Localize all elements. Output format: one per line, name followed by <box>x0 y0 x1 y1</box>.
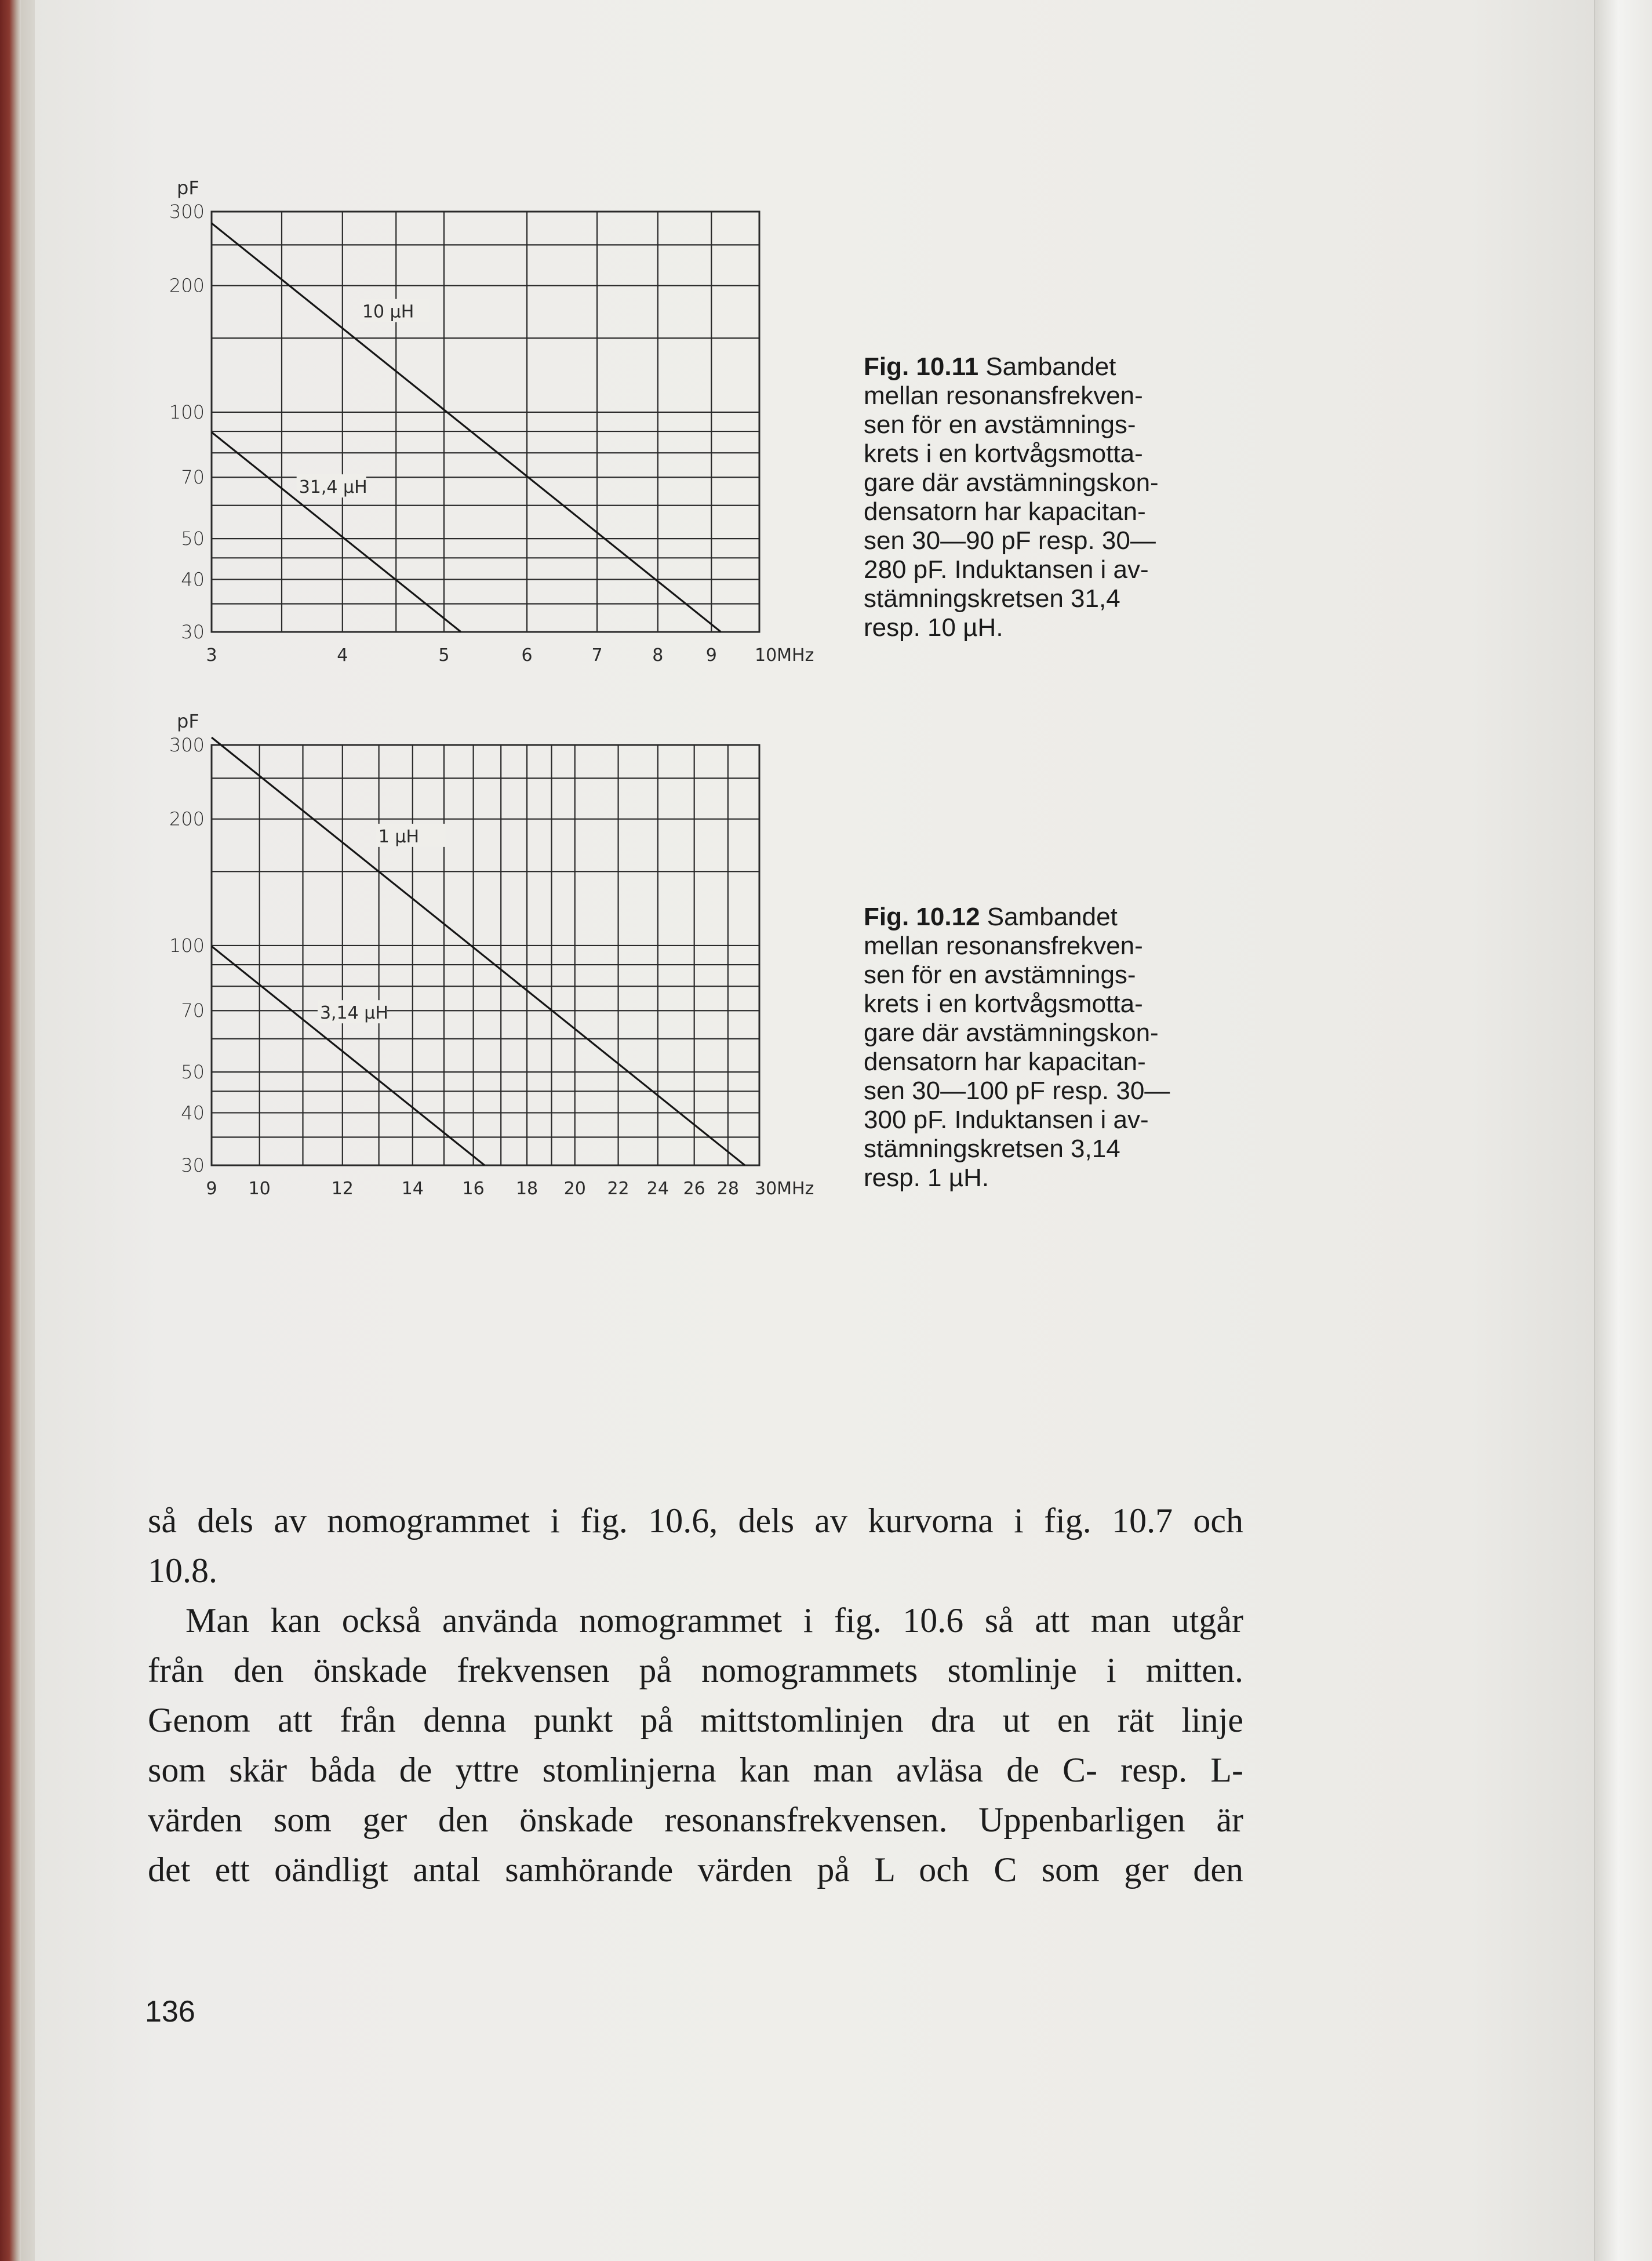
caption-line: sen för en avstämnings- <box>864 410 1136 439</box>
y-tick-label: 70 <box>181 999 205 1022</box>
figure-10-12-chart <box>157 707 829 1212</box>
x-tick-label: 3 <box>206 645 217 666</box>
y-tick-label: 50 <box>181 1061 205 1084</box>
caption-line: stämningskretsen 3,14 <box>864 1135 1120 1163</box>
caption-line: sen 30—100 pF resp. 30— <box>864 1077 1170 1105</box>
series-label: 3,14 µH <box>319 1003 388 1024</box>
y-tick-label: 50 <box>181 528 205 550</box>
x-tick-label: 22 <box>607 1179 629 1199</box>
body-line: från den önskade frekvensen på nomogrammets stomlinje i mitten. <box>148 1651 1243 1689</box>
series-line <box>212 223 721 632</box>
plot-frame <box>212 212 759 632</box>
y-tick-label: 200 <box>169 274 205 297</box>
y-tick-label: 40 <box>181 568 205 591</box>
series-line <box>212 432 461 632</box>
caption-line: krets i en kortvågsmotta- <box>864 439 1143 468</box>
figure-10-11-svg <box>157 174 829 678</box>
caption-line: gare där avstämningskon- <box>864 1019 1159 1047</box>
x-tick-label: 9 <box>206 1179 217 1199</box>
figure-10-12-svg <box>157 707 829 1212</box>
x-tick-label: 30MHz <box>755 1179 814 1199</box>
series-label: 31,4 µH <box>299 477 367 498</box>
caption-line: densatorn har kapacitan- <box>864 1048 1146 1076</box>
caption-label: Fig. 10.12 <box>864 903 980 931</box>
x-tick-label: 18 <box>515 1179 538 1199</box>
body-line: så dels av nomogrammet i fig. 10.6, dels av kurvorna i fig. 10.7 och <box>148 1502 1243 1540</box>
page-edge <box>1594 0 1652 2261</box>
y-axis-label: pF <box>177 710 199 732</box>
caption-line: gare där avstämningskon- <box>864 468 1159 497</box>
figure-10-12-caption <box>864 903 1269 1193</box>
y-tick-label: 70 <box>181 466 205 489</box>
x-tick-label: 5 <box>438 645 450 666</box>
x-tick-label: 28 <box>716 1179 739 1199</box>
caption-line: 300 pF. Induktansen i av- <box>864 1106 1149 1134</box>
caption-line: Sambandet <box>980 903 1118 931</box>
y-tick-label: 100 <box>169 934 205 957</box>
x-tick-label: 14 <box>401 1179 424 1199</box>
y-tick-label: 300 <box>169 201 205 223</box>
x-tick-label: 10 <box>248 1179 271 1199</box>
body-line: värden som ger den önskade resonansfrekvensen. Uppenbarligen är <box>148 1801 1243 1839</box>
x-tick-label: 24 <box>646 1179 669 1199</box>
x-tick-label: 7 <box>591 645 603 666</box>
y-tick-label: 40 <box>181 1102 205 1124</box>
body-line: det ett oändligt antal samhörande värden på L och C som ger den <box>148 1851 1243 1889</box>
body-line: 10.8. <box>148 1551 217 1590</box>
x-tick-label: 4 <box>337 645 348 666</box>
caption-line: sen för en avstämnings- <box>864 961 1136 989</box>
x-tick-label: 20 <box>563 1179 586 1199</box>
book-binding <box>0 0 21 2261</box>
x-tick-label: 6 <box>521 645 533 666</box>
figure-10-11-chart <box>157 174 829 678</box>
x-tick-label: 8 <box>652 645 664 666</box>
y-tick-label: 100 <box>169 401 205 423</box>
caption-line: Sambandet <box>978 352 1116 381</box>
y-tick-label: 200 <box>169 808 205 830</box>
series-label: 1 µH <box>378 826 420 847</box>
figure-10-11-caption <box>864 352 1269 642</box>
caption-line: sen 30—90 pF resp. 30— <box>864 526 1156 555</box>
caption-line: mellan resonansfrekven- <box>864 932 1143 960</box>
x-tick-label: 12 <box>331 1179 354 1199</box>
x-tick-label: 9 <box>705 645 717 666</box>
caption-line: krets i en kortvågsmotta- <box>864 990 1143 1018</box>
series-label: 10 µH <box>362 301 414 322</box>
caption-line: 280 pF. Induktansen i av- <box>864 555 1149 584</box>
x-tick-label: 10MHz <box>755 645 814 666</box>
body-line: Genom att från denna punkt på mittstomlinjen dra ut en rät linje <box>148 1701 1243 1739</box>
x-tick-label: 16 <box>462 1179 485 1199</box>
body-line: som skär båda de yttre stomlinjerna kan man avläsa de C- resp. L- <box>148 1751 1243 1789</box>
plot-frame <box>212 745 759 1165</box>
caption-line: mellan resonansfrekven- <box>864 381 1143 410</box>
series-line <box>212 737 745 1165</box>
page-number: 136 <box>145 1995 195 2029</box>
y-tick-label: 30 <box>181 621 205 643</box>
caption-line: densatorn har kapacitan- <box>864 497 1146 526</box>
y-axis-label: pF <box>177 177 199 199</box>
y-tick-label: 30 <box>181 1154 205 1176</box>
caption-line: resp. 10 µH. <box>864 613 1003 642</box>
y-tick-label: 300 <box>169 734 205 756</box>
caption-line: stämningskretsen 31,4 <box>864 584 1120 613</box>
body-text <box>148 1496 1243 1895</box>
body-line: Man kan också använda nomogrammet i fig. 10.6 så att man utgår <box>185 1601 1243 1640</box>
caption-label: Fig. 10.11 <box>864 352 979 381</box>
caption-line: resp. 1 µH. <box>864 1164 989 1192</box>
x-tick-label: 26 <box>683 1179 705 1199</box>
